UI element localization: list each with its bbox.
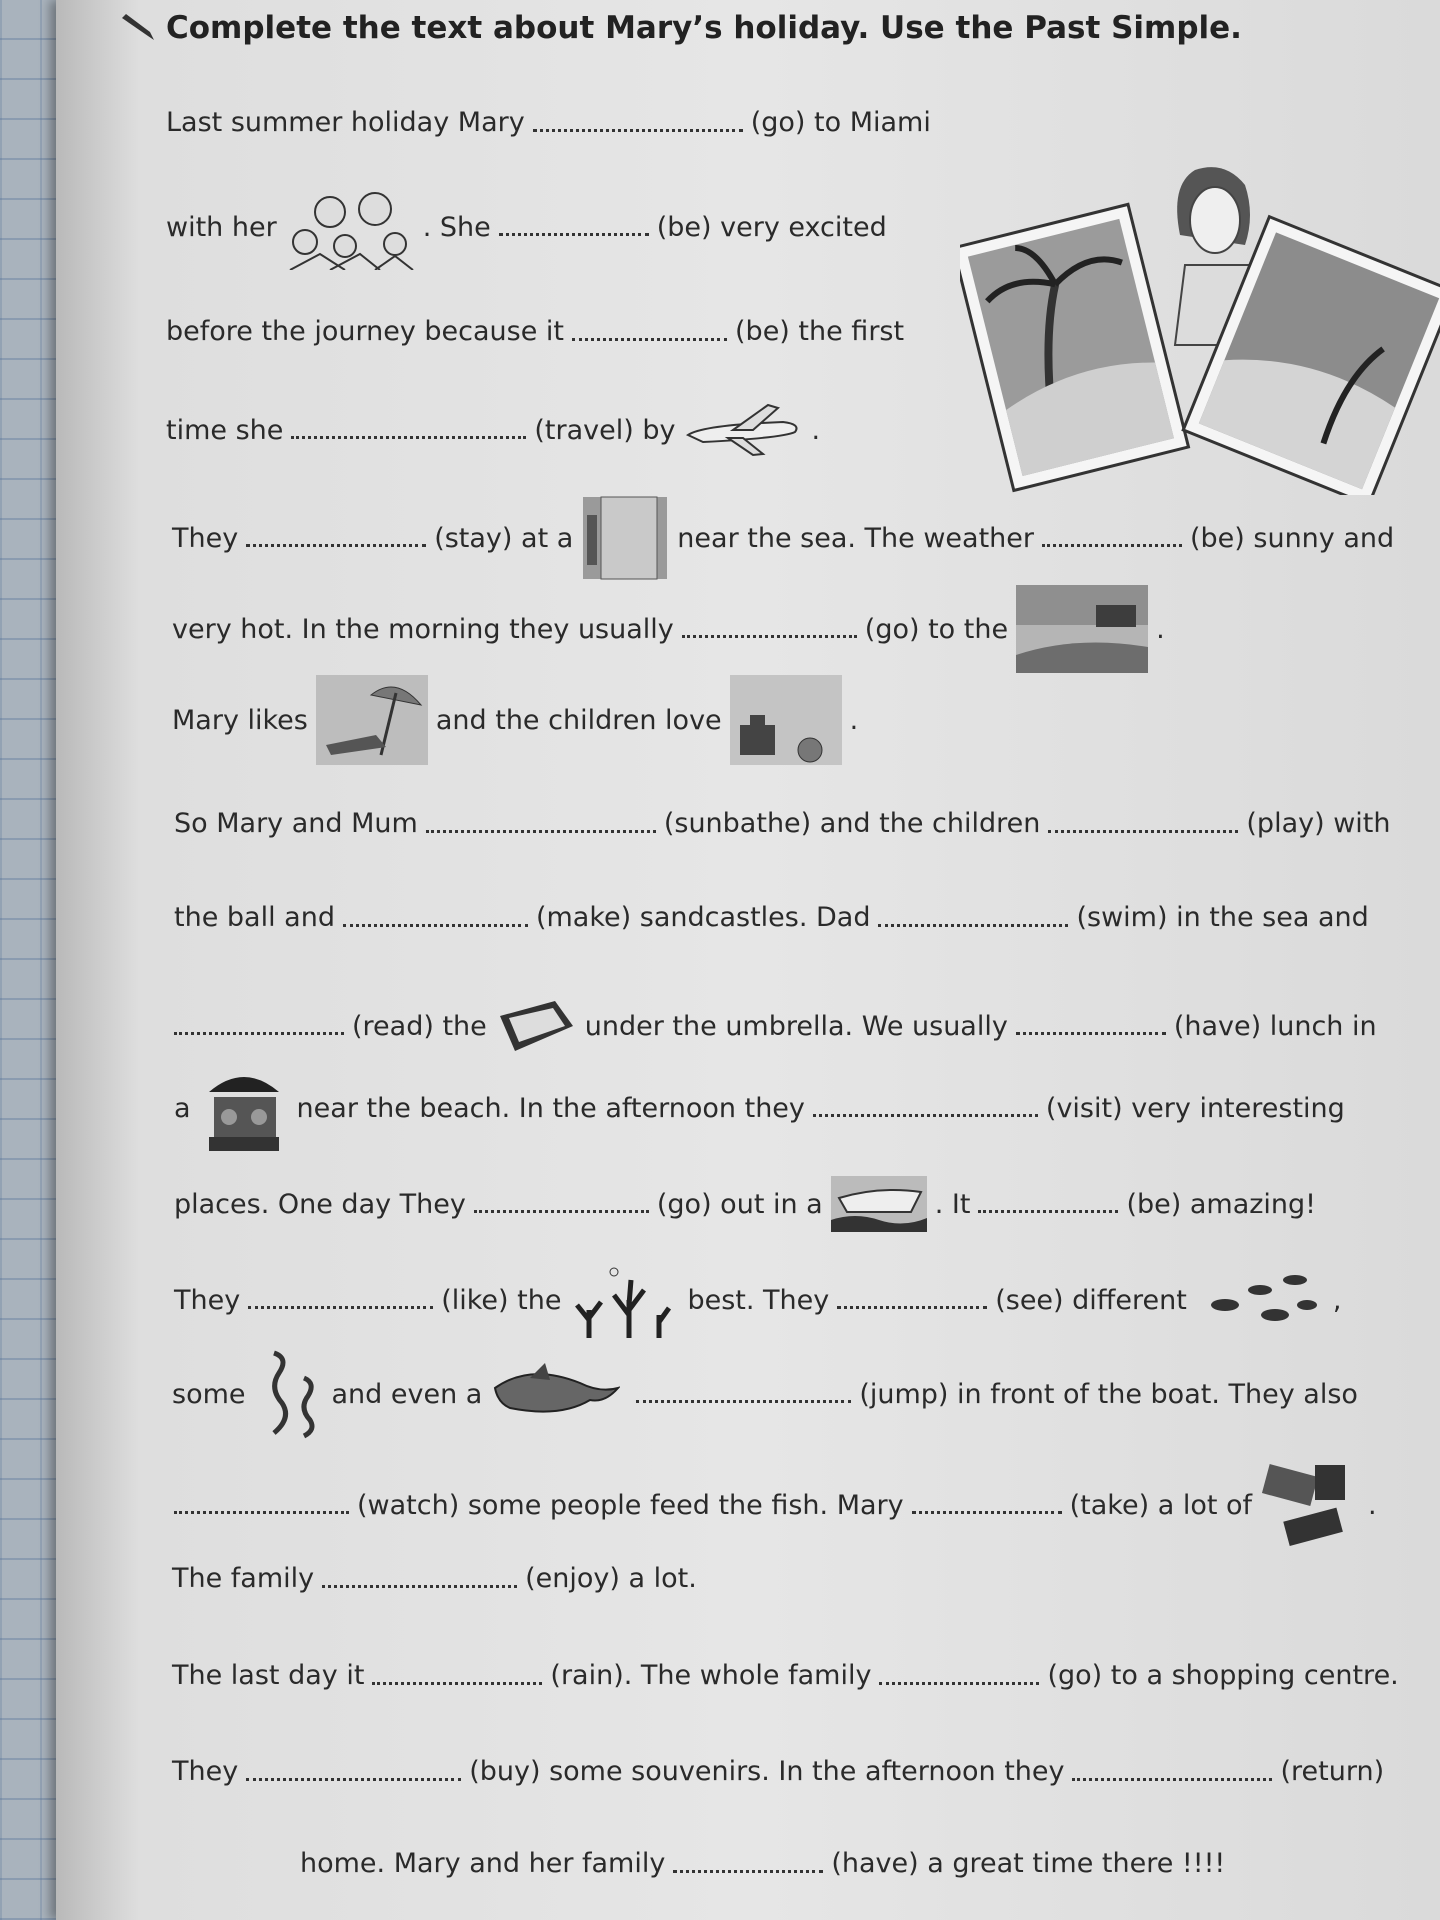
- verb-hint: (sunbathe) and the children: [663, 808, 1041, 839]
- line-text: before the journey because it: [166, 316, 565, 347]
- photos-icon: [960, 95, 1440, 495]
- verb-hint: (go) to Miami: [750, 107, 931, 138]
- line-text: very hot. In the morning they usually: [172, 613, 674, 645]
- line-text: time she: [166, 414, 284, 446]
- restaurant-icon: [199, 1062, 289, 1154]
- line-text: Last summer holiday Mary: [166, 107, 525, 138]
- verb-hint: (swim) in the sea and: [1076, 902, 1369, 933]
- text-line: [166, 184, 887, 270]
- boat-icon: [831, 1176, 927, 1232]
- line-text: The last day it: [172, 1660, 365, 1691]
- answer-blank[interactable]: [636, 1399, 851, 1403]
- verb-hint: (jump) in front of the boat. They also: [859, 1378, 1358, 1410]
- text-line: [172, 1348, 1358, 1440]
- answer-blank[interactable]: [1048, 829, 1238, 833]
- answer-blank[interactable]: [426, 829, 656, 833]
- verb-hint: (see) different: [995, 1284, 1187, 1316]
- verb-hint: (stay) at a: [434, 522, 574, 554]
- line-text: The family: [172, 1563, 315, 1594]
- text-line: [174, 996, 1377, 1056]
- answer-blank[interactable]: [248, 1305, 433, 1309]
- line-text: some: [172, 1378, 246, 1410]
- line-text: .: [1368, 1489, 1377, 1521]
- verb-hint: (rain). The whole family: [550, 1660, 872, 1691]
- photo-camera-icon: [1260, 1460, 1360, 1550]
- text-line: [166, 316, 904, 347]
- answer-blank[interactable]: [291, 435, 526, 439]
- line-text: a: [174, 1092, 191, 1124]
- line-text: the ball and: [174, 902, 335, 933]
- line-text: with her: [166, 211, 277, 243]
- line-text: They: [172, 1756, 239, 1787]
- seahorse-icon: [254, 1348, 324, 1440]
- line-text: ,: [1332, 1284, 1342, 1316]
- text-line: [174, 1062, 1345, 1154]
- text-line: [166, 400, 820, 460]
- answer-blank[interactable]: [879, 1681, 1039, 1685]
- line-text: They: [172, 522, 239, 554]
- pencil-icon: [120, 12, 158, 42]
- line-text: and even a: [331, 1378, 483, 1410]
- answer-blank[interactable]: [837, 1305, 987, 1309]
- answer-blank[interactable]: [912, 1510, 1062, 1514]
- verb-hint: (be) very excited: [656, 211, 887, 243]
- verb-hint: (visit) very interesting: [1045, 1092, 1345, 1124]
- answer-blank[interactable]: [174, 1510, 349, 1514]
- line-text: and the children love: [435, 704, 722, 736]
- line-text: .: [849, 704, 859, 736]
- verb-hint: (be) sunny and: [1189, 522, 1395, 554]
- verb-hint: (go) out in a: [656, 1188, 823, 1220]
- line-text: . She: [422, 211, 491, 243]
- verb-hint: (be) the first: [735, 316, 905, 347]
- answer-blank[interactable]: [878, 923, 1068, 927]
- answer-blank[interactable]: [343, 923, 528, 927]
- text-line: [172, 1660, 1399, 1691]
- verb-hint: (be) amazing!: [1126, 1188, 1316, 1220]
- line-text: Mary likes: [172, 704, 308, 736]
- text-line: [172, 585, 1165, 673]
- family-icon: [285, 184, 415, 270]
- verb-hint: (take) a lot of: [1069, 1489, 1253, 1521]
- line-text: They: [174, 1284, 241, 1316]
- text-line: [174, 808, 1391, 839]
- line-text: .: [1156, 613, 1165, 645]
- plane-icon: [683, 400, 803, 460]
- verb-hint: (go) to the: [864, 613, 1009, 645]
- text-line: [172, 675, 858, 765]
- verb-hint: (have) lunch in: [1173, 1010, 1377, 1042]
- verb-hint: (go) to a shopping centre.: [1047, 1660, 1399, 1691]
- beach-icon: [1016, 585, 1148, 673]
- line-text: .: [811, 414, 821, 446]
- answer-blank[interactable]: [474, 1209, 649, 1213]
- line-text: home. Mary and her family: [300, 1848, 666, 1879]
- answer-blank[interactable]: [174, 1031, 344, 1035]
- answer-blank[interactable]: [682, 634, 857, 638]
- answer-blank[interactable]: [813, 1113, 1038, 1117]
- verb-hint: (make) sandcastles. Dad: [535, 902, 871, 933]
- verb-hint: (enjoy) a lot.: [525, 1563, 697, 1594]
- answer-blank[interactable]: [1072, 1777, 1272, 1781]
- text-line: [172, 1563, 697, 1594]
- verb-hint: (play) with: [1246, 808, 1391, 839]
- answer-blank[interactable]: [572, 337, 727, 341]
- fish-icon: [1195, 1265, 1325, 1335]
- coral-reef-icon: [569, 1260, 679, 1340]
- text-line: [174, 902, 1369, 933]
- sandcastle-icon: [730, 675, 842, 765]
- verb-hint: (watch) some people feed the fish. Mary: [357, 1489, 904, 1521]
- answer-blank[interactable]: [246, 1777, 461, 1781]
- text-line: [172, 1756, 1384, 1787]
- answer-blank[interactable]: [1042, 543, 1182, 547]
- text-line: [172, 495, 1394, 581]
- verb-hint: (have) a great time there !!!!: [831, 1848, 1226, 1879]
- verb-hint: (return): [1280, 1756, 1385, 1787]
- line-text: near the sea. The weather: [677, 522, 1034, 554]
- verb-hint: (travel) by: [534, 414, 676, 446]
- answer-blank[interactable]: [499, 232, 649, 236]
- text-line: [166, 107, 931, 138]
- text-line: [300, 1848, 1225, 1879]
- answer-blank[interactable]: [322, 1584, 517, 1588]
- newspaper-icon: [495, 996, 577, 1056]
- answer-blank[interactable]: [533, 128, 743, 132]
- text-line: [174, 1260, 1341, 1340]
- line-text: best. They: [687, 1284, 830, 1316]
- line-text: places. One day They: [174, 1188, 466, 1220]
- text-line: [174, 1176, 1316, 1232]
- hotel-icon: [581, 495, 669, 581]
- answer-blank[interactable]: [1016, 1031, 1166, 1035]
- answer-blank[interactable]: [372, 1681, 542, 1685]
- verb-hint: (buy) some souvenirs. In the afternoon they: [469, 1756, 1065, 1787]
- answer-blank[interactable]: [246, 543, 426, 547]
- line-text: near the beach. In the afternoon they: [296, 1092, 805, 1124]
- line-text: So Mary and Mum: [174, 808, 418, 839]
- sunbathing-icon: [316, 675, 428, 765]
- verb-hint: (read) the: [352, 1010, 487, 1042]
- answer-blank[interactable]: [673, 1869, 823, 1873]
- verb-hint: (like) the: [441, 1284, 562, 1316]
- page-title: Complete the text about Mary’s holiday. Use the Past Simple.: [166, 10, 1242, 46]
- line-text: under the umbrella. We usually: [584, 1010, 1008, 1042]
- dolphin-icon: [490, 1358, 620, 1430]
- answer-blank[interactable]: [978, 1209, 1118, 1213]
- line-text: . It: [934, 1188, 971, 1220]
- text-line: [174, 1460, 1377, 1550]
